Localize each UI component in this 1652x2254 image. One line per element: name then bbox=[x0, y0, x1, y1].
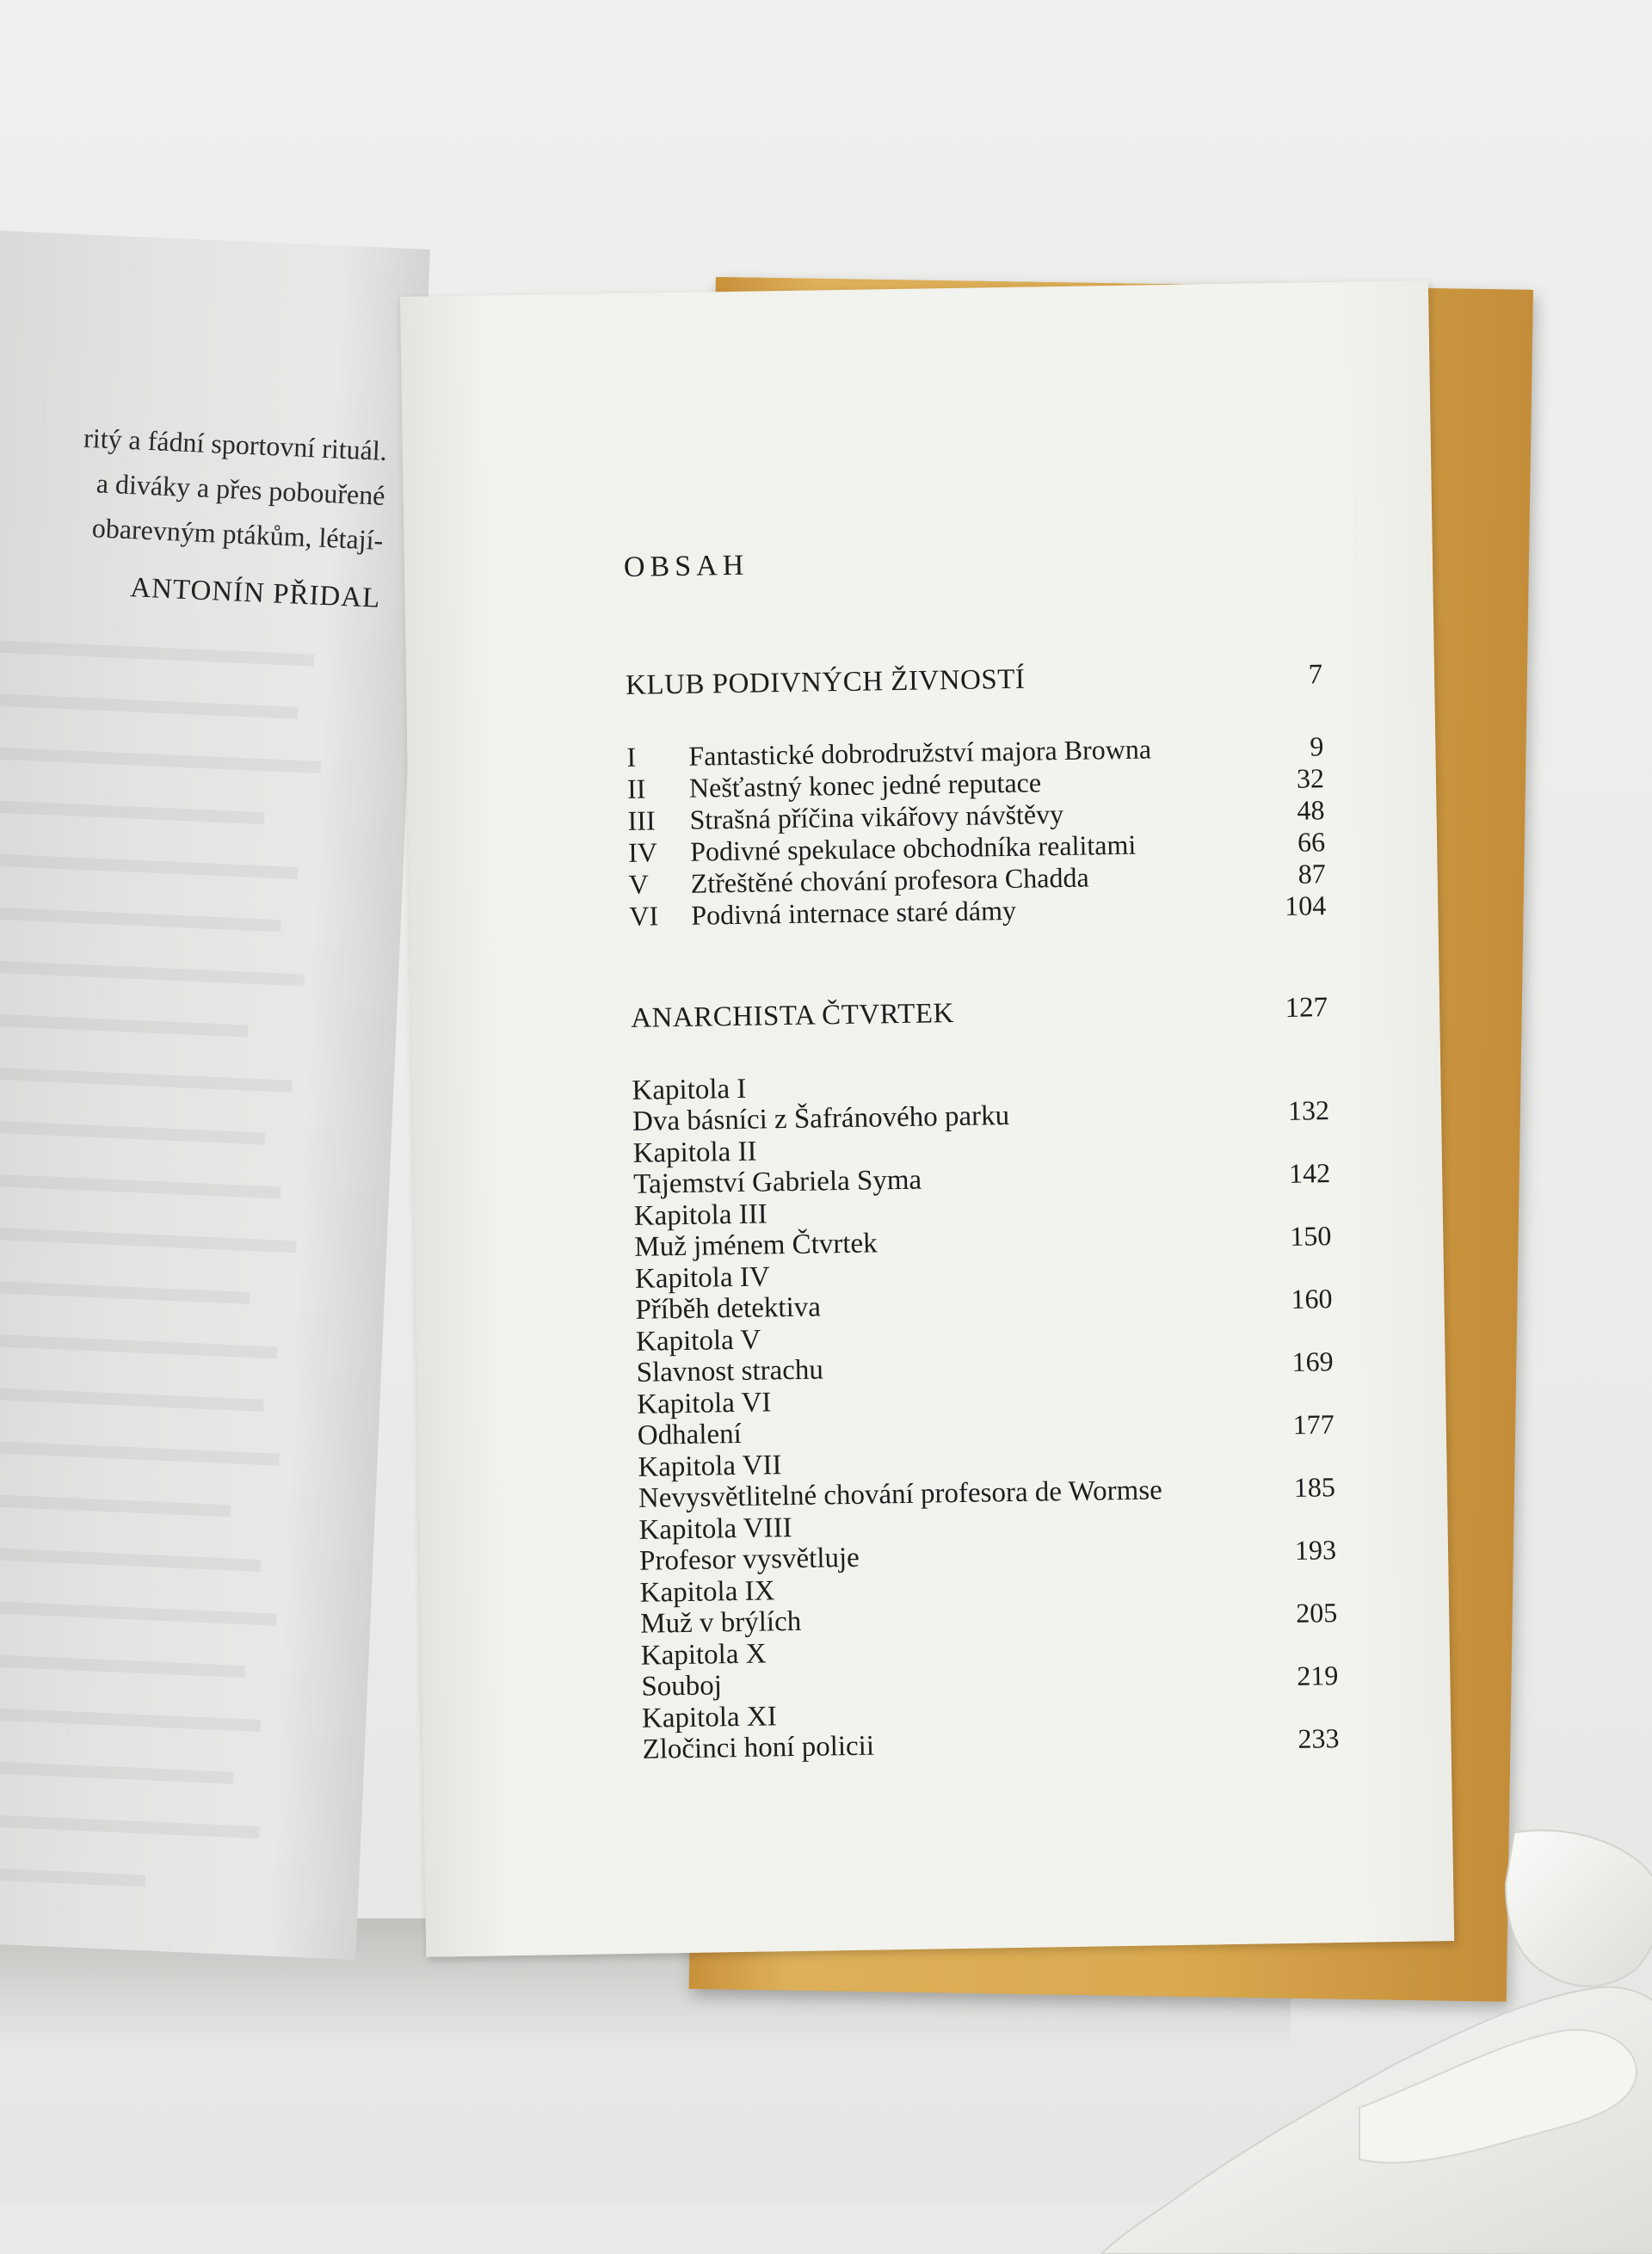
chapter-label: Kapitola I bbox=[632, 1073, 747, 1106]
chapter-title: Příběh detektiva bbox=[635, 1290, 822, 1326]
story-page: 48 bbox=[1297, 794, 1325, 826]
story-title: Podivné spekulace obchodníka realitami bbox=[689, 828, 1137, 867]
chapter-row bbox=[632, 1063, 1329, 1137]
chapter-row bbox=[637, 1377, 1335, 1451]
left-page-line: obarevným ptákům, létají- bbox=[91, 512, 384, 556]
chapter-page: 193 bbox=[1294, 1534, 1337, 1566]
part-heading bbox=[631, 992, 1328, 1035]
gloved-hand bbox=[912, 1824, 1652, 2254]
toc-heading: OBSAH bbox=[623, 549, 749, 583]
left-page bbox=[0, 230, 430, 1960]
chapter-text bbox=[641, 1638, 767, 1702]
chapter-title: Slavnost strachu bbox=[636, 1353, 824, 1389]
chapter-page: 177 bbox=[1292, 1408, 1335, 1440]
chapter-page: 233 bbox=[1298, 1722, 1340, 1754]
story-title: Fantastické dobrodružství majora Browna bbox=[688, 733, 1152, 772]
chapter-page: 219 bbox=[1297, 1660, 1339, 1691]
chapter-title: Profesor vysvětluje bbox=[638, 1542, 860, 1577]
story-number: III bbox=[627, 804, 656, 836]
chapter-text bbox=[642, 1699, 875, 1764]
left-page-line: ritý a fádní sportovní rituál. bbox=[83, 422, 388, 467]
chapter-label: Kapitola XI bbox=[641, 1700, 777, 1734]
part-title: ANARCHISTA ČTVRTEK bbox=[630, 997, 955, 1034]
chapter-label: Kapitola IX bbox=[639, 1574, 775, 1609]
chapter-page: 142 bbox=[1288, 1157, 1331, 1189]
show-through-text bbox=[0, 626, 344, 1921]
right-page bbox=[400, 280, 1454, 1957]
chapter-page: 160 bbox=[1291, 1283, 1333, 1315]
chapter-text bbox=[639, 1574, 801, 1639]
story-page: 104 bbox=[1284, 890, 1327, 921]
story-title: Podivná internace staré dámy bbox=[691, 894, 1017, 931]
part-title: KLUB PODIVNÝCH ŽIVNOSTÍ bbox=[625, 663, 1026, 701]
chapter-title: Dva básníci z Šafránového parku bbox=[632, 1099, 1010, 1137]
chapter-title: Muž jménem Čtvrtek bbox=[634, 1227, 878, 1263]
chapter-text bbox=[632, 1133, 922, 1199]
chapter-title: Zločinci honí policii bbox=[642, 1730, 875, 1765]
story-title: Ztřeštěné chování profesora Chadda bbox=[690, 861, 1089, 899]
chapter-text bbox=[637, 1387, 772, 1450]
story-number: IV bbox=[627, 836, 658, 868]
chapter-label: Kapitola V bbox=[635, 1324, 761, 1358]
left-page-line: a diváky a přes pobouřené bbox=[96, 467, 386, 511]
chapter-label: Kapitola VI bbox=[636, 1386, 772, 1420]
chapter-row bbox=[638, 1503, 1336, 1577]
chapter-text bbox=[638, 1511, 860, 1576]
author-signature: ANTONÍN PŘIDAL bbox=[129, 572, 382, 614]
part-heading bbox=[626, 659, 1322, 702]
part-page: 127 bbox=[1285, 992, 1328, 1024]
chapter-row bbox=[636, 1315, 1334, 1389]
part-page: 7 bbox=[1308, 659, 1323, 691]
chapter-title: Odhalení bbox=[637, 1418, 743, 1451]
story-title: Strašná příčina vikářovy návštěvy bbox=[689, 798, 1064, 835]
chapter-label: Kapitola III bbox=[633, 1198, 767, 1232]
chapter-row bbox=[634, 1189, 1332, 1263]
chapter-row bbox=[632, 1126, 1330, 1200]
story-number: I bbox=[626, 741, 637, 773]
story-page: 87 bbox=[1298, 858, 1326, 890]
table-of-contents bbox=[624, 540, 1340, 1765]
chapter-text bbox=[634, 1197, 878, 1262]
story-page: 9 bbox=[1310, 730, 1324, 762]
story-number: VI bbox=[629, 900, 659, 932]
story-list bbox=[626, 730, 1326, 933]
chapter-title: Tajemství Gabriela Syma bbox=[632, 1164, 922, 1200]
glove-thumb bbox=[1506, 1830, 1652, 1986]
chapter-page: 150 bbox=[1289, 1220, 1332, 1252]
chapter-title: Muž v brýlích bbox=[639, 1605, 802, 1640]
chapter-label: Kapitola II bbox=[632, 1136, 757, 1169]
story-page: 32 bbox=[1296, 762, 1325, 794]
story-page: 66 bbox=[1297, 826, 1326, 858]
chapter-label: Kapitola VIII bbox=[638, 1512, 792, 1546]
chapter-row bbox=[638, 1440, 1335, 1514]
story-number: V bbox=[628, 868, 650, 900]
story-number: II bbox=[626, 773, 646, 804]
chapter-page: 185 bbox=[1293, 1471, 1336, 1503]
chapter-list bbox=[632, 1063, 1340, 1765]
chapter-label: Kapitola IV bbox=[634, 1260, 770, 1295]
chapter-label: Kapitola X bbox=[640, 1638, 767, 1672]
chapter-page: 169 bbox=[1291, 1346, 1334, 1377]
chapter-text bbox=[635, 1260, 821, 1325]
chapter-row bbox=[639, 1566, 1337, 1640]
chapter-row bbox=[641, 1629, 1339, 1703]
chapter-page: 132 bbox=[1287, 1094, 1330, 1126]
chapter-title: Souboj bbox=[641, 1669, 723, 1703]
chapter-text bbox=[638, 1444, 1162, 1514]
chapter-title: Nevysvětlitelné chování profesora de Wormse bbox=[638, 1474, 1163, 1514]
story-title: Nešťastný konec jedné reputace bbox=[688, 767, 1042, 804]
chapter-row bbox=[642, 1691, 1340, 1765]
chapter-label: Kapitola VII bbox=[638, 1449, 782, 1483]
chapter-text bbox=[636, 1323, 823, 1388]
chapter-page: 205 bbox=[1295, 1597, 1338, 1629]
chapter-text bbox=[632, 1069, 1009, 1137]
left-page-text bbox=[2, 412, 388, 621]
chapter-row bbox=[635, 1252, 1333, 1326]
